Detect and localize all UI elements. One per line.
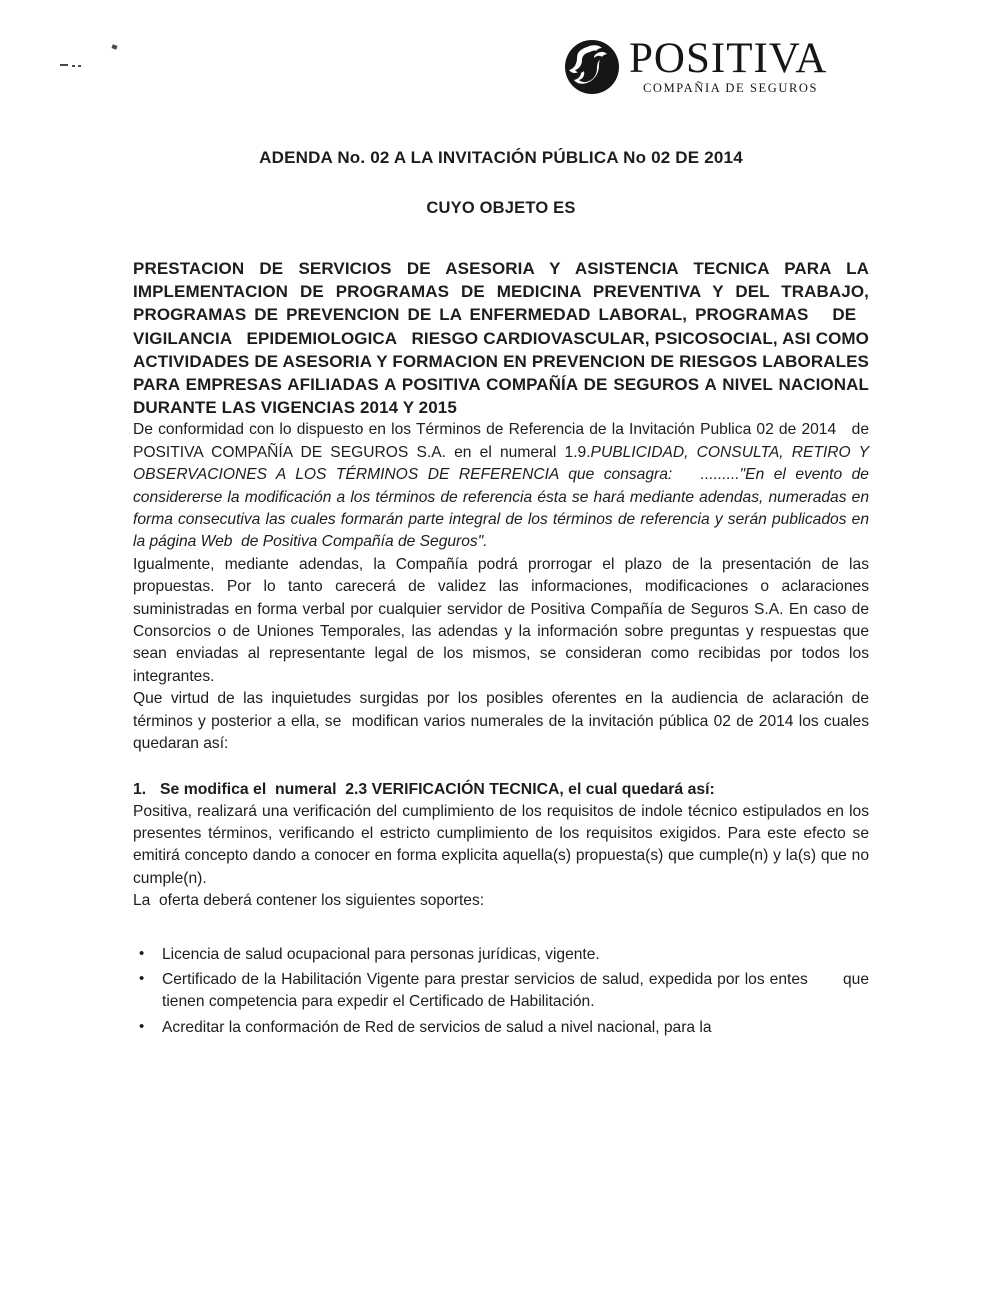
scan-artifact-dash xyxy=(78,65,81,67)
logo-tagline-text: COMPAÑIA DE SEGUROS xyxy=(643,80,819,95)
numbered-item-text: Se modifica el numeral 2.3 VERIFICACIÓN TECNICA, el cual quedará así: xyxy=(160,780,715,798)
bullet-item-acreditar: • Acreditar la conformación de Red de servicios de salud a nivel nacional, para la xyxy=(133,1017,869,1039)
paragraph-conformidad xyxy=(133,419,869,553)
logo-brand-text: POSITIVA xyxy=(629,34,828,82)
scan-artifact-dot xyxy=(111,44,117,49)
document-title: ADENDA No. 02 A LA INVITACIÓN PÚBLICA No 02 DE 2014 xyxy=(259,148,743,167)
soportes-bullet-list xyxy=(133,944,869,1040)
bullet-item-certificado: • Certificado de la Habilitación Vigente para prestar servicios de salud, expedida por los entes que tienen competencia para expedir el Certificado de Habilitación. xyxy=(133,969,869,1014)
paragraph-oferta: La oferta deberá contener los siguientes soportes: xyxy=(133,892,485,910)
numbered-item-1 xyxy=(133,779,869,801)
conformidad-italic-text: PUBLICIDAD, CONSULTA, RETIRO Y OBSERVACIONES A LOS TÉRMINOS DE REFERENCIA que consagra: ......... xyxy=(133,443,869,484)
object-paragraph: PRESTACION DE SERVICIOS DE ASESORIA Y ASISTENCIA TECNICA PARA LA IMPLEMENTACION DE PROGRAMAS DE MEDICINA PREVENTIVA Y DEL TRABAJO, PROGRAMAS DE PREVENCION DE LA ENFERMEDAD LABORAL, PROGRAMAS DE VIGILANCIA EPIDEMIOLOGICA RIESGO CARDIOVASCULAR, PSICOSOCIAL, ASI COMO ACTIVIDADES DE ASESORIA Y FORMACION EN PREVENCION DE RIESGOS LABORALES PARA EMPRESAS AFILIADAS A POSITIVA COMPAÑÍA DE SEGUROS A NIVEL NACIONAL DURANTE LAS VIGENCIAS 2014 Y 2015 xyxy=(133,259,869,418)
scan-artifact-dash xyxy=(72,65,75,67)
document-subtitle: CUYO OBJETO ES xyxy=(426,199,576,217)
conformidad-quote-text: "En el evento de considererse la modificación a los términos de referencia ésta se hará mediante adendas, numeradas en forma consecutiva las cuales formarán parte integral de los términos de referencia y serán publicados en la página Web de Positiva Compañía de Seguros". xyxy=(133,466,869,551)
paragraph-que-virtud: Que virtud de las inquietudes surgidas por los posibles oferentes en la audiencia de aclaración de términos y posterior a ella, se modifican varios numerales de la invitación pública 02 de 2014 los cuales quedaran así: xyxy=(133,690,869,753)
numbered-item-number: 1. xyxy=(133,780,147,798)
document-body xyxy=(133,0,869,1042)
scan-artifact-dash xyxy=(60,64,68,66)
paragraph-igualmente: Igualmente, mediante adendas, la Compañía podrá prorrogar el plazo de la presentación de las propuestas. Por lo tanto carecerá de validez las informaciones, modificaciones o aclaraciones suministradas en forma verbal por cualquier servidor de Positiva Compañía de Seguros S.A. En caso de Consorcios o de Uniones Temporales, las adendas y la información sobre preguntas y respuestas que sean enviadas al representante legal de los mismos, se consideran como recibidas por todos los integrantes. xyxy=(133,555,869,685)
conformidad-normal-text: De conformidad con lo dispuesto en los Términos de Referencia de la Invitación Publica 02 de 2014 de POSITIVA COMPAÑÍA DE SEGUROS S.A. en el numeral 1.9. xyxy=(133,421,869,461)
bullet-item-licencia: • Licencia de salud ocupacional para personas jurídicas, vigente. xyxy=(133,944,869,966)
paragraph-verificacion: Positiva, realizará una verificación del cumplimiento de los requisitos de indole técnico estipulados en los presentes términos, verificando el estricto cumplimiento de los requisitos exigidos. Para este efecto se emitirá concepto dando a conocer en forma explicita aquella(s) propuesta(s) que cumple(n) y la(s) que no cumple(n). xyxy=(133,802,869,887)
